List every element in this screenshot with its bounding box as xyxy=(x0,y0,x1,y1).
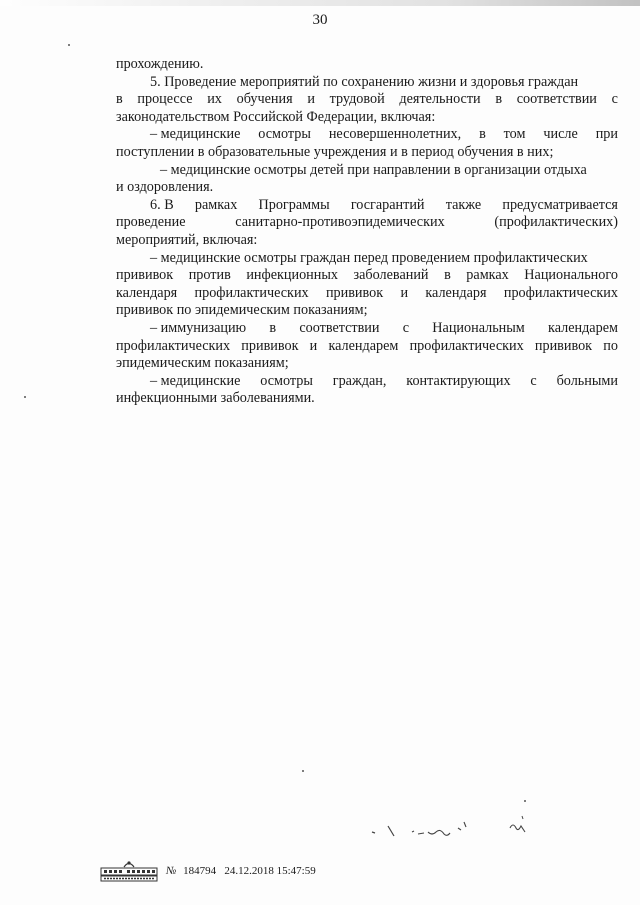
scan-edge xyxy=(0,0,640,6)
page-number: 30 xyxy=(312,12,328,28)
text-word: прививок xyxy=(241,337,299,354)
paragraph-6-line-8 xyxy=(116,320,618,338)
text-word: осмотры xyxy=(258,126,311,143)
text-word: календаря xyxy=(425,284,487,301)
text-word: госгарантий xyxy=(350,196,425,213)
scan-speck xyxy=(24,396,26,398)
handwritten-signature-marks xyxy=(370,810,550,850)
paragraph-5-line-7: и оздоровления. xyxy=(116,179,214,196)
text-word: профилактических xyxy=(409,337,524,354)
registry-stamp-icon xyxy=(100,859,158,883)
paragraph-6-line-10: эпидемическим показаниям; xyxy=(116,355,289,372)
text-word: санитарно-противоэпидемических xyxy=(235,214,445,231)
text-word: (профилактических) xyxy=(494,214,618,231)
paragraph-6-line-11 xyxy=(116,373,618,391)
text-word: инфекционных xyxy=(246,267,338,284)
paragraph-6-line-12: инфекционными заболеваниями. xyxy=(116,390,315,407)
number-sign: № xyxy=(166,865,177,877)
text-word: предусматривается xyxy=(502,196,618,213)
text-word: контактирующих xyxy=(406,372,511,389)
registration-number: 184794 xyxy=(183,865,217,877)
paragraph-6-line-4: – медицинские осмотры граждан перед проведением профилактических xyxy=(150,249,588,266)
text-word: проведение xyxy=(116,214,186,231)
text-word: в xyxy=(495,91,503,108)
document-body xyxy=(116,56,618,408)
text-word: заболеваний xyxy=(353,267,429,284)
paragraph-5-line-5: поступлении в образовательные учреждения и в период обучения в них; xyxy=(116,143,554,160)
text-word: Программы xyxy=(258,196,330,213)
text-word: также xyxy=(445,196,482,213)
scan-speck xyxy=(302,770,304,772)
text-word: при xyxy=(595,126,618,143)
text-word: – иммунизацию xyxy=(150,319,247,336)
signature-scribble-icon xyxy=(370,810,550,850)
text-word: в xyxy=(116,91,123,108)
text-word: в xyxy=(479,126,486,143)
paragraph-6-line-7: прививок по эпидемическим показаниям; xyxy=(116,302,368,319)
text-word: и xyxy=(309,337,318,354)
text-word: и xyxy=(400,284,409,301)
text-word: против xyxy=(188,267,231,284)
text-word: несовершеннолетних, xyxy=(328,126,462,143)
paragraph-5-line-4 xyxy=(116,126,618,144)
document-footer xyxy=(100,858,316,884)
text-word: – медицинские осмотры детей при направлении в организации отдыха xyxy=(160,161,587,178)
paragraph-5-line-3: законодательством Российской Федерации, включая: xyxy=(116,108,436,125)
text-word: том xyxy=(503,126,526,143)
text-word: календарем xyxy=(328,337,399,354)
paragraph-6-line-1 xyxy=(116,197,618,215)
scan-speck xyxy=(68,44,70,46)
text-word: с xyxy=(530,372,537,389)
text-word: календаря xyxy=(116,284,178,301)
paragraph-6-line-3: мероприятий, включая: xyxy=(116,231,258,248)
text-word: профилактических xyxy=(503,284,618,301)
paragraph-5-line-2 xyxy=(116,91,618,109)
text-word: процессе xyxy=(137,91,193,108)
text-word: прививок xyxy=(116,267,174,284)
text-word: в xyxy=(269,319,277,336)
text-word: трудовой xyxy=(329,91,385,108)
text-word: осмотры xyxy=(260,372,313,389)
paragraph-6-line-6 xyxy=(116,285,618,303)
text-word: календарем xyxy=(548,319,618,336)
text-word: Национальным xyxy=(432,319,525,336)
text-word: профилактических xyxy=(194,284,309,301)
scan-speck xyxy=(524,800,526,802)
text-word: – медицинские xyxy=(150,126,241,143)
text-word: числе xyxy=(543,126,578,143)
text-word: 5. Проведение мероприятий по сохранению жизни и здоровья граждан xyxy=(150,73,579,90)
paragraph-6-line-2 xyxy=(116,214,618,232)
paragraph-6-line-5 xyxy=(116,267,618,285)
text-word: 6. В xyxy=(150,196,174,213)
paragraph-5-line-6 xyxy=(116,162,618,180)
paragraph-6-line-9 xyxy=(116,338,618,356)
text-word: прививок xyxy=(534,337,593,354)
text-word: рамках xyxy=(466,267,509,284)
text-word: – медицинские xyxy=(150,372,241,389)
text-word: больными xyxy=(556,372,618,389)
text-word: с xyxy=(611,91,618,108)
text-line: прохождению. xyxy=(116,56,204,72)
text-word: рамках xyxy=(194,196,238,213)
text-word: профилактических xyxy=(116,337,231,354)
text-word: граждан, xyxy=(332,372,387,389)
text-word: соответствии xyxy=(516,91,597,108)
text-word: по xyxy=(603,337,618,354)
text-word: их xyxy=(207,91,222,108)
registration-datetime: 24.12.2018 15:47:59 xyxy=(224,865,316,877)
document-registration xyxy=(166,865,316,877)
text-word: деятельности xyxy=(399,91,481,108)
text-word: в xyxy=(444,267,451,284)
text-word: Национального xyxy=(524,267,618,284)
text-word: с xyxy=(402,319,410,336)
text-word: и xyxy=(307,91,315,108)
text-word: прививок xyxy=(325,284,384,301)
text-word: соответствии xyxy=(299,319,380,336)
paragraph-5-line-1 xyxy=(116,74,618,92)
text-word: обучения xyxy=(236,91,293,108)
